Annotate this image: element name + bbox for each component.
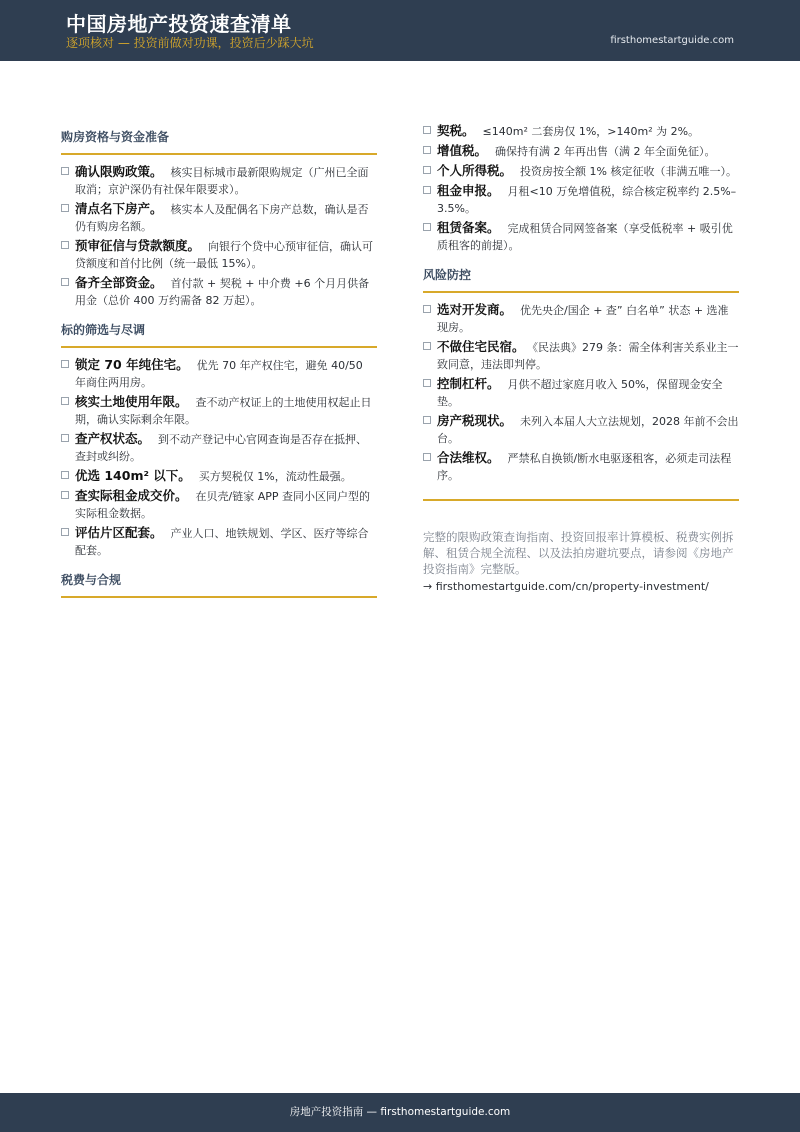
checkbox-icon[interactable] [423, 453, 431, 461]
section-eligibility [61, 122, 377, 309]
checklist-item[interactable] [61, 237, 377, 272]
checklist-item[interactable] [423, 412, 739, 447]
item-label: 选对开发商。 [437, 302, 513, 317]
checkbox-icon[interactable] [61, 528, 69, 536]
section-title: 税费与合规 [61, 565, 377, 598]
footer-text: 房地产投资指南 — firsthomestartguide.com [289, 1106, 511, 1118]
right-column [423, 122, 739, 593]
item-label: 评估片区配套。 [75, 525, 163, 540]
item-desc: 《民法典》279 条：需全体利害关系业主一致同意，违法即判停。 [437, 341, 739, 371]
checkbox-icon[interactable] [61, 471, 69, 479]
section-title: 购房资格与资金准备 [61, 122, 377, 155]
checklist-item[interactable] [423, 301, 739, 336]
item-desc: 向银行个贷中心预审征信，确认可贷额度和首付比例（统一最低 15%）。 [75, 240, 374, 270]
page-header [0, 0, 800, 61]
item-desc: ≤140m² 二套房仅 1%，>140m² 为 2%。 [482, 125, 700, 138]
item-desc: 在贝壳/链家 APP 查同小区同户型的实际租金数据。 [75, 490, 371, 520]
checkbox-icon[interactable] [423, 342, 431, 350]
checkbox-icon[interactable] [61, 397, 69, 405]
item-label: 清点名下房产。 [75, 201, 163, 216]
checkbox-icon[interactable] [423, 305, 431, 313]
checklist-item[interactable] [423, 162, 739, 180]
item-label: 个人所得税。 [437, 163, 513, 178]
item-desc: 优先央企/国企 + 查” 白名单” 状态 + 选准现房。 [437, 304, 729, 334]
item-label: 不做住宅民宿。 [437, 339, 525, 354]
checklist-item[interactable] [61, 393, 377, 428]
item-label: 控制杠杆。 [437, 376, 500, 391]
item-label: 合法维权。 [437, 450, 500, 465]
item-desc: 产业人口、地铁规划、学区、医疗等综合配套。 [75, 527, 369, 557]
checklist-item[interactable] [423, 142, 739, 160]
item-label: 增值税。 [437, 143, 488, 158]
left-column [61, 122, 377, 606]
section-tax [61, 565, 377, 598]
section-tax-items [423, 122, 739, 254]
item-desc: 优先 70 年产权住宅，避免 40/50 年商住两用房。 [75, 359, 363, 389]
item-label: 优选 140m² 以下。 [75, 468, 191, 483]
item-desc: 确保持有满 2 年再出售（满 2 年全面免征）。 [495, 145, 716, 158]
section-due-diligence [61, 315, 377, 559]
checkbox-icon[interactable] [423, 126, 431, 134]
checklist-item[interactable] [61, 524, 377, 559]
checklist-item[interactable] [61, 356, 377, 391]
checkbox-icon[interactable] [423, 379, 431, 387]
item-label: 租金申报。 [437, 183, 500, 198]
item-desc: 首付款 + 契税 + 中介费 +6 个月月供备用金（总价 400 万约需备 82 万起）。 [75, 277, 370, 307]
checkbox-icon[interactable] [61, 167, 69, 175]
section-risk [423, 260, 739, 484]
item-desc: 投资房按全额 1% 核定征收（非满五唯一）。 [520, 165, 737, 178]
item-desc: 完成租赁合同网签备案（享受低税率 + 吸引优质租客的前提）。 [437, 222, 733, 252]
checklist-item[interactable] [423, 182, 739, 217]
item-label: 预审征信与贷款额度。 [75, 238, 201, 253]
item-desc: 未列入本届人大立法规划，2028 年前不会出台。 [437, 415, 739, 445]
item-desc: 查不动产权证上的土地使用权起止日期，确认实际剩余年限。 [75, 396, 372, 426]
item-desc: 月租<10 万免增值税，综合核定税率约 2.5%–3.5%。 [437, 185, 737, 215]
item-desc: 核实目标城市最新限购规定（广州已全面取消；京沪深仍有社保年限要求）。 [75, 166, 369, 196]
checklist-item[interactable] [423, 449, 739, 484]
checklist-item[interactable] [61, 200, 377, 235]
checklist-item[interactable] [61, 274, 377, 309]
checklist-item[interactable] [61, 430, 377, 465]
item-desc: 月供不超过家庭月收入 50%，保留现金安全垫。 [437, 378, 723, 408]
section-title: 标的筛选与尽调 [61, 315, 377, 348]
page-footer [0, 1093, 800, 1132]
checklist-item[interactable] [61, 163, 377, 198]
item-desc: 核实本人及配偶名下房产总数，确认是否仍有购房名额。 [75, 203, 369, 233]
checklist-item[interactable] [423, 375, 739, 410]
checklist-item[interactable] [423, 219, 739, 254]
item-desc: 严禁私自换锁/断水电驱逐租客，必须走司法程序。 [437, 452, 732, 482]
promo-link[interactable]: → firsthomestartguide.com/cn/property-investment/ [423, 580, 709, 593]
checkbox-icon[interactable] [61, 491, 69, 499]
item-label: 查实际租金成交价。 [75, 488, 188, 503]
divider-rule [423, 499, 739, 501]
checkbox-icon[interactable] [61, 204, 69, 212]
item-label: 确认限购政策。 [75, 164, 163, 179]
checkbox-icon[interactable] [423, 166, 431, 174]
checkbox-icon[interactable] [423, 416, 431, 424]
checkbox-icon[interactable] [423, 223, 431, 231]
item-label: 契税。 [437, 123, 475, 138]
checkbox-icon[interactable] [423, 186, 431, 194]
checkbox-icon[interactable] [61, 434, 69, 442]
checklist-item[interactable] [423, 122, 739, 140]
checklist-item[interactable] [423, 338, 739, 373]
page-title: 中国房地产投资速查清单 [66, 12, 292, 36]
checkbox-icon[interactable] [61, 360, 69, 368]
section-title: 风险防控 [423, 260, 739, 293]
checklist-item[interactable] [61, 487, 377, 522]
checkbox-icon[interactable] [61, 241, 69, 249]
header-site-link[interactable]: firsthomestartguide.com [610, 35, 734, 46]
page-subtitle: 逐项核对 — 投资前做对功课，投资后少踩大坑 [66, 36, 314, 50]
item-label: 房产税现状。 [437, 413, 513, 428]
item-desc: 买方契税仅 1%，流动性最强。 [198, 470, 352, 483]
item-label: 备齐全部资金。 [75, 275, 163, 290]
checkbox-icon[interactable] [423, 146, 431, 154]
checklist-item[interactable] [61, 467, 377, 485]
promo-text: 完整的限购政策查询指南、投资回报率计算模板、税费实例拆解、租赁合规全流程、以及法拍房避坑要点，请参阅《房地产投资指南》完整版。 [423, 530, 734, 576]
item-label: 租赁备案。 [437, 220, 500, 235]
checkbox-icon[interactable] [61, 278, 69, 286]
item-label: 核实土地使用年限。 [75, 394, 188, 409]
item-label: 查产权状态。 [75, 431, 151, 446]
item-label: 锁定 70 年纯住宅。 [75, 357, 189, 372]
item-desc: 到不动产登记中心官网查询是否存在抵押、查封或纠纷。 [75, 433, 368, 463]
